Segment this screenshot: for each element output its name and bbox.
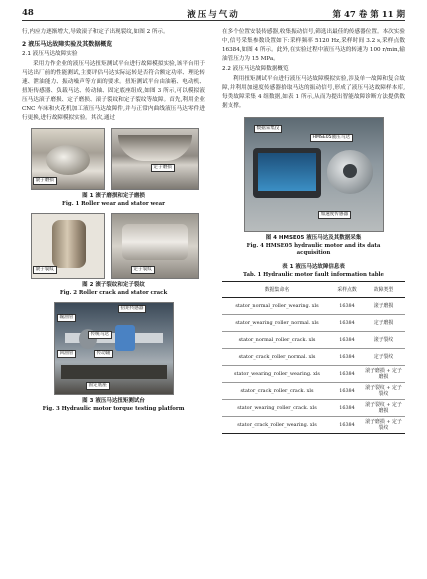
figure-3 xyxy=(54,302,174,395)
cell-dataset: stator_crack_roller_wearing. xls xyxy=(222,417,332,434)
table-row xyxy=(222,298,405,315)
fault-info-table xyxy=(222,281,405,434)
data-acquisition-tag: 数据采集仪 xyxy=(254,125,283,133)
figure-1-caption-cn: 图 1 滚子磨损和定子磨损 xyxy=(82,193,145,200)
cell-fault-type: 滚子磨损 + 定子磨损 xyxy=(362,366,405,383)
figure-1 xyxy=(31,128,197,190)
fixed-base-tag: 固定底座 xyxy=(86,382,110,390)
journal-name: 液压与气动 xyxy=(187,10,240,20)
cell-fault-type: 滚子裂纹 + 定子磨损 xyxy=(362,400,405,417)
figure-2-caption-en: Fig. 2 Roller crack and stator crack xyxy=(59,290,168,297)
table-1-caption-en: Tab. 1 Hydraulic motor fault information table xyxy=(243,272,384,279)
cell-samples: 16384 xyxy=(332,366,362,383)
cell-fault-type: 滚子裂纹 + 定子裂纹 xyxy=(362,383,405,400)
figure-4-caption-en-2: acquisition xyxy=(296,250,331,257)
cell-fault-type: 滚子裂纹 xyxy=(362,332,405,349)
cell-samples: 16384 xyxy=(332,417,362,434)
issue-label: 第 47 卷 第 11 期 xyxy=(332,10,405,20)
section-2-1-heading: 2.1 液压马达故障实验 xyxy=(22,51,78,58)
col-header-dataset: 数据集命名 xyxy=(222,282,332,298)
intro-paragraph: 行,内应力逐渐增大,导致滚子和定子出现裂纹,如图 2 所示。 xyxy=(22,29,169,35)
stator-wear-tag: 定子磨损 xyxy=(151,164,175,172)
cell-dataset: stator_crack_roller_crack. xls xyxy=(222,383,332,400)
page-number: 48 xyxy=(22,8,34,18)
left-column xyxy=(22,28,205,413)
cell-fault-type: 定子磨损 xyxy=(362,315,405,332)
table-row xyxy=(222,349,405,366)
motor-tag: 传统马达 xyxy=(88,331,112,339)
figure-4 xyxy=(244,117,384,232)
table-1-caption-cn: 表 1 液压马达故障信息表 xyxy=(282,264,345,271)
section-2-2-paragraph: 利用扭矩测试平台进行液压马达故障模拟实验,涉及单一故障和复合故障,并利用加速度传感器拾取马达的振动信号,形成了液压马达故障样本库,每类故障采集 4 组数据,如表 1 所示,从而为提出智能故障诊断方法提供数据支撑。 xyxy=(222,75,405,110)
figure-3-caption-en: Fig. 3 Hydraulic motor torque testing platform xyxy=(42,406,185,413)
table-row xyxy=(222,400,405,417)
right-column xyxy=(222,28,405,434)
cell-dataset: stator_wearing_roller_wearing. xls xyxy=(222,366,332,383)
cell-dataset: stator_normal_roller_wearing. xls xyxy=(222,298,332,315)
table-row xyxy=(222,332,405,349)
roller-crack-tag: 滚子裂纹 xyxy=(33,266,57,274)
cell-samples: 16384 xyxy=(332,383,362,400)
cell-fault-type: 滚子磨损 xyxy=(362,298,405,315)
section-2-1-paragraph: 采用力作企业的液压马达扭矩测试平台进行故障模拟实验,该平台用于马达出厂前的性能测试,主要评估马达实际运转是否符合额定功率、理论转速、泄油能力、振动噪声等方面的要求。扭矩测试平台由油箱、电动机、扭矩传感器、负载马达、传动轴、固定底座组成,如图 3 所示,可以模拟液压马达滚子磨损、定子磨损、滚子裂纹和定子裂纹等故障。首先,利用企业 CNC 车床和火花机加工液压马达故障件,并与正常内曲线液压马达零件进行更换,进行故障模拟实验。其次,通过 xyxy=(22,60,205,122)
col-header-samples: 采样点数 xyxy=(332,282,362,298)
stator-wear-photo xyxy=(111,128,199,190)
cell-fault-type: 定子裂纹 xyxy=(362,349,405,366)
table-row xyxy=(222,366,405,383)
figure-3-caption-cn: 图 3 液压马达扭矩测试台 xyxy=(82,398,145,405)
cell-samples: 16384 xyxy=(332,349,362,366)
cell-dataset: stator_crack_roller_normal. xls xyxy=(222,349,332,366)
stator-crack-tag: 定子裂纹 xyxy=(131,266,155,274)
table-row xyxy=(222,417,405,434)
return-pipe-tag: 回油管 xyxy=(57,350,77,358)
cell-samples: 16384 xyxy=(332,332,362,349)
section-2-heading: 2 液压马达故障实验及其数据概览 xyxy=(22,41,113,49)
cell-dataset: stator_wearing_roller_normal. xls xyxy=(222,315,332,332)
torque-sensor-tag: 扭矩传感器 xyxy=(118,305,147,313)
figure-4-caption-en-1: Fig. 4 HMSE05 hydraulic motor and its data xyxy=(246,243,381,250)
table-row xyxy=(222,383,405,400)
table-header-row xyxy=(222,282,405,298)
table-row xyxy=(222,315,405,332)
cell-fault-type: 滚子磨损 + 定子裂纹 xyxy=(362,417,405,434)
cell-samples: 16384 xyxy=(332,315,362,332)
drive-shaft-tag: 传动轴 xyxy=(94,350,114,358)
figure-4-caption-cn: 图 4 HMSE05 液压马达及其数据采集 xyxy=(265,235,362,242)
roller-wear-tag: 滚子磨损 xyxy=(33,177,57,185)
accelerometer-tag: 加速度传感器 xyxy=(318,211,352,219)
figure-1-caption-en: Fig. 1 Roller wear and stator wear xyxy=(62,201,165,208)
cell-dataset: stator_normal_roller_crack. xls xyxy=(222,332,332,349)
cell-samples: 16384 xyxy=(332,298,362,315)
hmse05-motor-tag: HMSE05液压马达 xyxy=(310,134,353,142)
figure-2-caption-cn: 图 2 滚子裂纹和定子裂纹 xyxy=(82,282,145,289)
page-header xyxy=(22,8,405,21)
cell-dataset: stator_wearing_roller_crack. xls xyxy=(222,400,332,417)
col-header-fault-type: 故障类型 xyxy=(362,282,405,298)
section-2-2-heading: 2.2 液压马达故障数据概览 xyxy=(222,66,289,73)
figure-2 xyxy=(31,213,197,279)
cell-samples: 16384 xyxy=(332,400,362,417)
oil-inlet-pipe-tag: 输油管 xyxy=(57,314,77,322)
right-top-paragraph: 在多个位置安装传感器,收集振动信号,筛选出最佳的传感器位置。本次实验中,信号采集参数设置如下:采样频率 5120 Hz,采样时间 3.2 s,采样点数 16384,如图 4 所示。此外,在实验过程中液压马达的转速为 100 r/min,输油管压力为 15 MPa。 xyxy=(222,29,405,63)
